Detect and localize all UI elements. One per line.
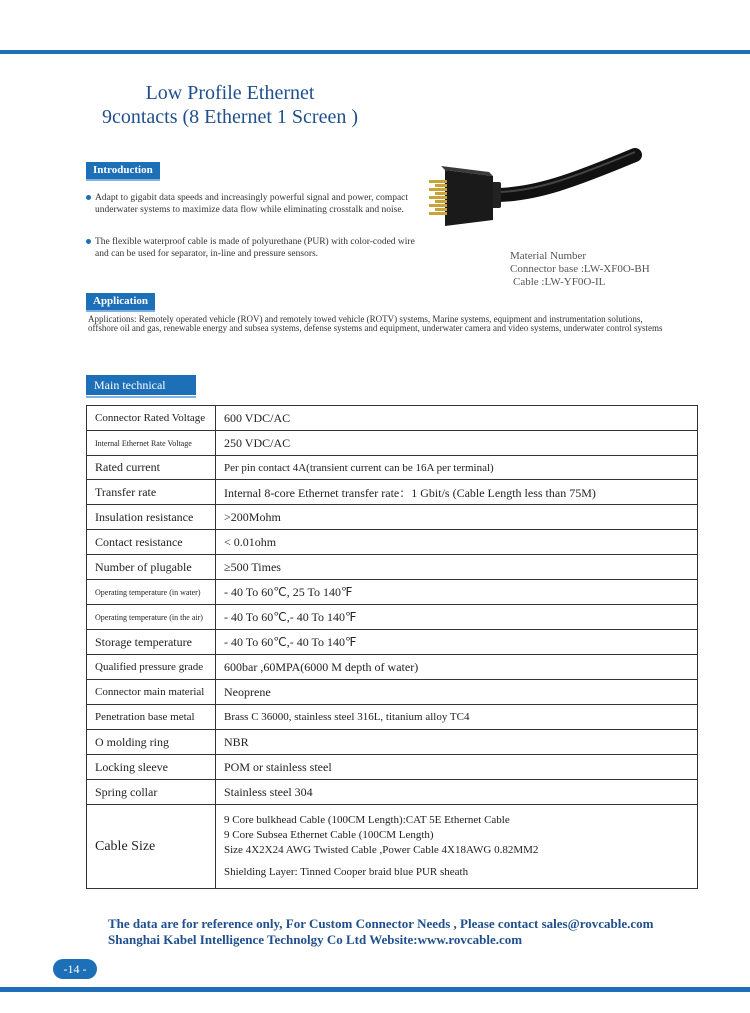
table-row: [87, 755, 698, 780]
intro-bullet-text: Adapt to gigabit data speeds and increasingly powerful signal and power, compact underwater systems to maximize data flow while eliminating crosstalk and noise.: [95, 193, 409, 215]
page-number-badge: -14 -: [53, 959, 97, 979]
spec-label: Internal Ethernet Rate Voltage: [87, 431, 216, 456]
top-rule: [0, 50, 750, 54]
table-row: [87, 555, 698, 580]
spec-label: Contact resistance: [87, 530, 216, 555]
table-row: [87, 505, 698, 530]
spec-label: Number of plugable: [87, 555, 216, 580]
table-row: [87, 406, 698, 431]
spec-value: Per pin contact 4A(transient current can be 16A per terminal): [216, 456, 698, 480]
spec-value: >200Mohm: [216, 505, 698, 530]
spec-value: ≥500 Times: [216, 555, 698, 580]
spec-label: Spring collar: [87, 780, 216, 805]
spec-value: Stainless steel 304: [216, 780, 698, 805]
material-number-block: [510, 250, 650, 289]
main-technical-tag: Main technical: [86, 375, 196, 395]
spec-value: POM or stainless steel: [216, 755, 698, 780]
spec-value: 600 VDC/AC: [216, 406, 698, 431]
spec-value: Brass C 36000, stainless steel 316L, titanium alloy TC4: [216, 705, 698, 730]
table-row: [87, 480, 698, 505]
spec-label: Rated current: [87, 456, 216, 480]
application-tag: Application: [86, 293, 155, 312]
cable-size-value: [216, 805, 698, 889]
table-row: [87, 605, 698, 630]
spec-value: Neoprene: [216, 680, 698, 705]
spec-label: Cable Size: [87, 805, 216, 889]
spec-label: Qualified pressure grade: [87, 655, 216, 680]
spec-value: - 40 To 60℃,- 40 To 140℉: [216, 630, 698, 655]
spec-label: Operating temperature (in water): [87, 580, 216, 605]
intro-bullet-text: The flexible waterproof cable is made of polyurethane (PUR) with color-coded wire and can be used for separator, in-line and pressure sensors.: [95, 237, 415, 259]
spec-label: Connector main material: [87, 680, 216, 705]
spec-label: Insulation resistance: [87, 505, 216, 530]
cable-code: Cable :LW-YF0O-IL: [513, 276, 606, 288]
page-subtitle: 9contacts (8 Ethernet 1 Screen ): [101, 106, 358, 128]
page-title: Low Profile Ethernet: [145, 82, 315, 104]
table-row: [87, 730, 698, 755]
table-row: [87, 705, 698, 730]
spec-label: Penetration base metal: [87, 705, 216, 730]
table-row: [87, 630, 698, 655]
bottom-rule: [0, 987, 750, 992]
cable-size-line: 9 Core Subsea Ethernet Cable (100CM Length): [224, 829, 434, 841]
intro-bullet-1: [86, 192, 416, 216]
connector-product-image: [425, 140, 650, 250]
table-row: [87, 456, 698, 480]
material-heading: Material Number: [510, 250, 587, 262]
footer-contact-line: The data are for reference only, For Custom Connector Needs , Please contact sales@rovcable.com: [108, 916, 654, 931]
cable-size-line: Size 4X2X24 AWG Twisted Cable ,Power Cable 4X18AWG 0.82MM2: [224, 844, 539, 856]
spec-value: NBR: [216, 730, 698, 755]
intro-bullet-2: [86, 236, 416, 260]
table-row: [87, 431, 698, 456]
footer-company-line: Shanghai Kabel Intelligence Technolgy Co Ltd Website:www.rovcable.com: [108, 932, 523, 947]
spec-value: 600bar ,60MPA(6000 M depth of water): [216, 655, 698, 680]
spec-value: - 40 To 60℃, 25 To 140℉: [216, 580, 698, 605]
spec-label: Connector Rated Voltage: [87, 406, 216, 431]
table-row: [87, 530, 698, 555]
table-row: [87, 680, 698, 705]
spec-label: O molding ring: [87, 730, 216, 755]
table-row: [87, 580, 698, 605]
table-row: [87, 780, 698, 805]
application-text: Applications: Remotely operated vehicle (ROV) and remotely towed vehicle (ROTV) systems, Marine systems, equipment and instrumentation solutions, offshore oil and gas, renewable energy and subsea systems, defense systems and equipment, underwater camera and video systems, underwater control systems: [88, 314, 663, 333]
spec-table: [86, 405, 698, 889]
spec-label: Locking sleeve: [87, 755, 216, 780]
table-row: [87, 805, 698, 889]
cable-size-line: 9 Core bulkhead Cable (100CM Length):CAT 5E Ethernet Cable: [224, 814, 510, 826]
spec-label: Storage temperature: [87, 630, 216, 655]
bullet-dot-icon: [86, 239, 91, 244]
cable-size-line: Shielding Layer: Tinned Cooper braid blue PUR sheath: [224, 866, 469, 878]
introduction-tag: Introduction: [86, 162, 160, 181]
spec-value: < 0.01ohm: [216, 530, 698, 555]
bullet-dot-icon: [86, 195, 91, 200]
spec-value: Internal 8-core Ethernet transfer rate：1 Gbit/s (Cable Length less than 75M): [216, 480, 698, 505]
spec-value: - 40 To 60℃,- 40 To 140℉: [216, 605, 698, 630]
spec-label: Operating temperature (in the air): [87, 605, 216, 630]
table-row: [87, 655, 698, 680]
connector-base-code: Connector base :LW-XF0O-BH: [510, 263, 650, 275]
spec-value: 250 VDC/AC: [216, 431, 698, 456]
spec-label: Transfer rate: [87, 480, 216, 505]
